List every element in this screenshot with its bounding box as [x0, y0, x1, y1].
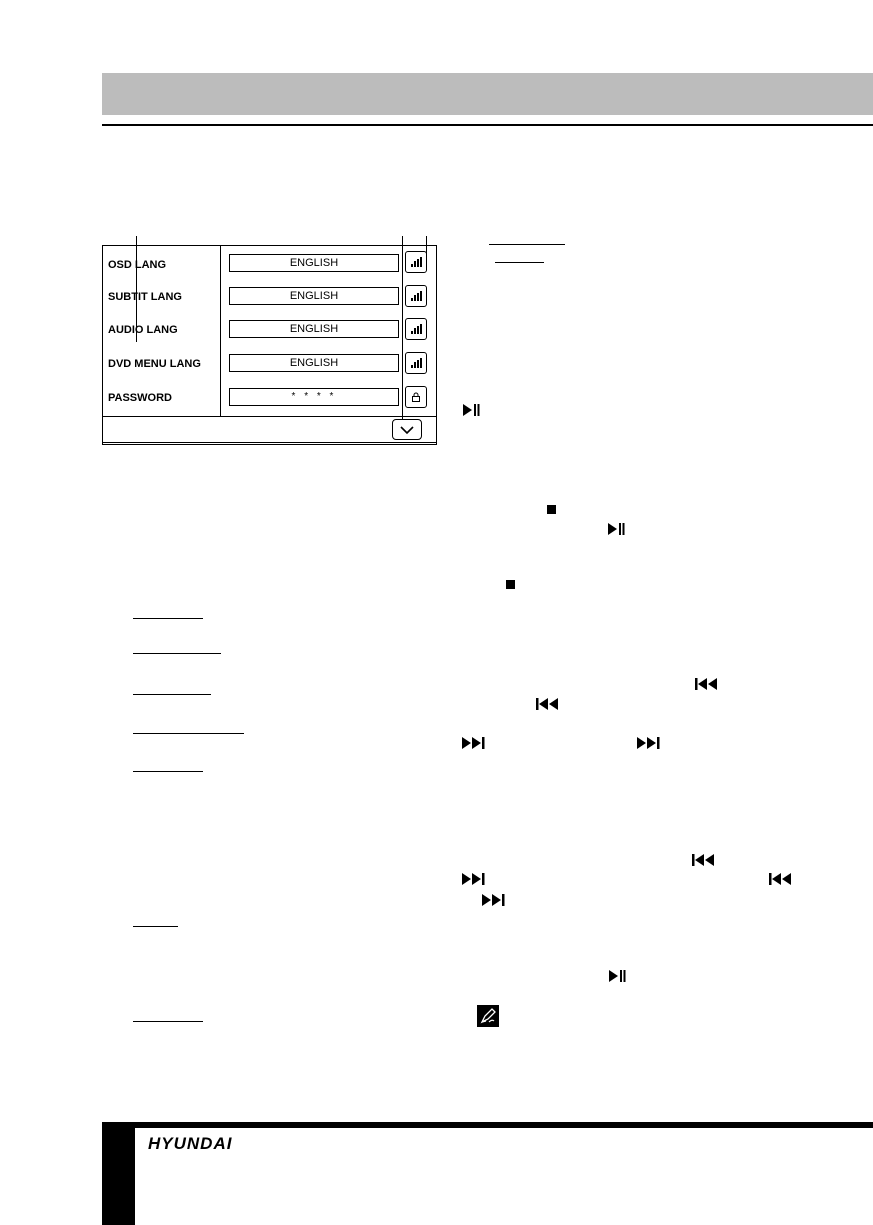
- menu-label-audio-lang: AUDIO LANG: [108, 324, 178, 336]
- stop-icon: [547, 505, 556, 514]
- underline: [133, 771, 203, 772]
- prev-icon: [535, 697, 561, 711]
- underline: [133, 926, 178, 927]
- underline: [133, 653, 221, 654]
- underline: [495, 262, 544, 263]
- play-pause-icon: [607, 522, 625, 536]
- menu-value-subtit-lang[interactable]: ENGLISH: [229, 287, 399, 305]
- footer-tab: [102, 1122, 135, 1225]
- bars-icon[interactable]: [405, 318, 427, 340]
- next-icon: [461, 872, 487, 886]
- menu-footer-rule: [102, 442, 437, 443]
- next-icon: [461, 736, 487, 750]
- footer-rule: [102, 1122, 873, 1128]
- underline: [133, 1021, 203, 1022]
- menu-value-osd-lang[interactable]: ENGLISH: [229, 254, 399, 272]
- next-icon: [636, 736, 662, 750]
- bars-icon[interactable]: [405, 352, 427, 374]
- header-rule: [102, 124, 873, 126]
- bars-icon[interactable]: [405, 285, 427, 307]
- lock-icon[interactable]: [405, 386, 427, 408]
- menu-divider: [220, 245, 221, 417]
- menu-label-dvd-menu-lang: DVD MENU LANG: [108, 358, 201, 370]
- menu-value-password[interactable]: * * * *: [229, 388, 399, 406]
- underline: [133, 694, 211, 695]
- callout-line: [402, 236, 403, 431]
- menu-value-dvd-menu-lang[interactable]: ENGLISH: [229, 354, 399, 372]
- menu-label-password: PASSWORD: [108, 392, 172, 404]
- underline: [489, 244, 565, 245]
- underline: [133, 733, 244, 734]
- bars-icon[interactable]: [405, 251, 427, 273]
- play-pause-icon: [608, 969, 626, 983]
- header-bar: [102, 73, 873, 115]
- prev-icon: [768, 872, 794, 886]
- menu-label-osd-lang: OSD LANG: [108, 259, 167, 271]
- prev-icon: [691, 853, 717, 867]
- prev-icon: [694, 677, 720, 691]
- setup-menu: [102, 245, 437, 445]
- chevron-down-icon[interactable]: [392, 419, 422, 440]
- menu-label-subtit-lang: SUBTIT LANG: [108, 291, 182, 303]
- next-icon: [481, 893, 507, 907]
- note-icon: [477, 1005, 499, 1027]
- brand-logo: HYUNDAI: [148, 1134, 233, 1153]
- stop-icon: [506, 580, 515, 589]
- underline: [133, 618, 203, 619]
- menu-footer-rule: [102, 416, 437, 417]
- menu-value-audio-lang[interactable]: ENGLISH: [229, 320, 399, 338]
- play-pause-icon: [462, 403, 480, 417]
